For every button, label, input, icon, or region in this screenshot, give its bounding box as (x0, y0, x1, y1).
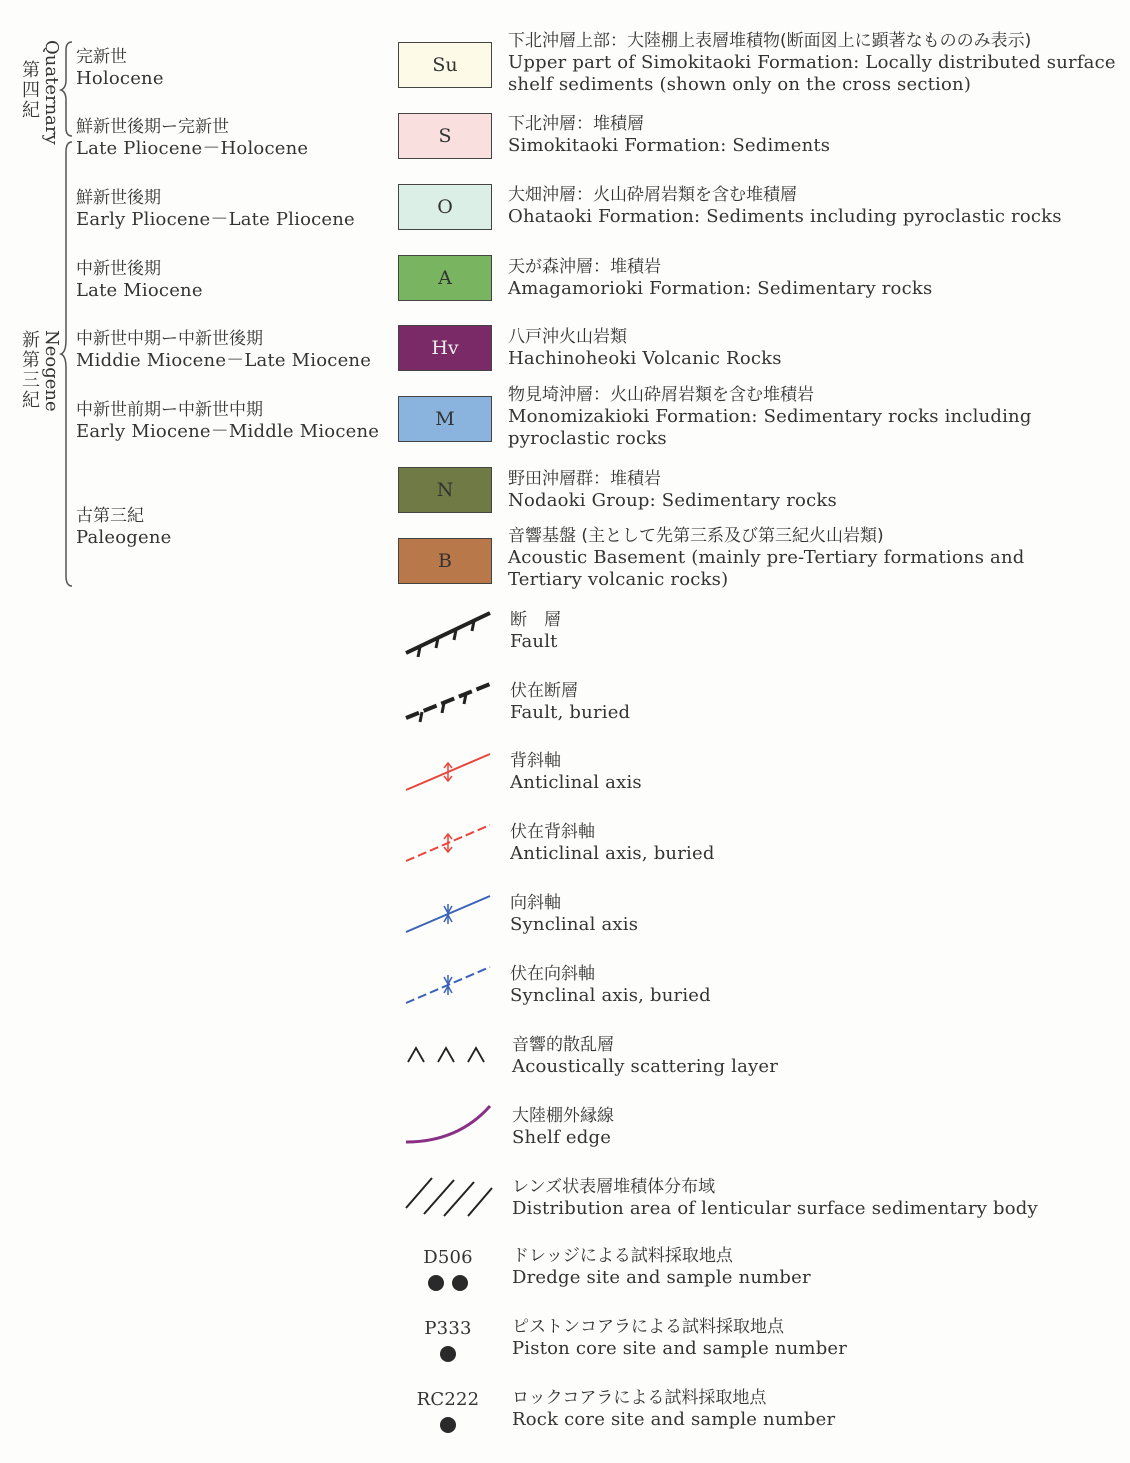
dredge-sample-label: D506 (423, 1247, 473, 1268)
dredge-dot-icon (428, 1275, 444, 1291)
unit-box-hv: Hv (398, 325, 492, 371)
buried-fault-icon (398, 676, 498, 726)
rock-core-sample-marker (398, 1389, 498, 1437)
symbol-syncline: 向斜軸 Synclinal axis (510, 893, 639, 935)
buried-anticline-icon (398, 817, 498, 867)
symbol-hatch: レンズ状表層堆積体分布域 Distribution area of lenticular surface sedimentary body (512, 1177, 1038, 1219)
symbol-buried-anticline: 伏在背斜軸 Anticlinal axis, buried (510, 822, 715, 864)
scattering-layer-icon (398, 1038, 498, 1068)
neogene-label-en: Neogene (41, 330, 62, 412)
syncline-icon (398, 888, 498, 938)
neogene-label-jp: 新第三紀 (19, 330, 40, 410)
unit-desc-s: 下北沖層：堆積層 Simokitaoki Formation: Sediments (508, 114, 831, 156)
hatch-icon (398, 1172, 498, 1222)
neogene-brace (58, 140, 78, 590)
unit-box-o: O (398, 184, 492, 230)
piston-dot-icon (440, 1346, 456, 1362)
dredge-sample-marker (398, 1247, 498, 1295)
quaternary-label-jp: 第四紀 (19, 60, 40, 120)
symbol-buried-fault: 伏在断層 Fault, buried (510, 681, 631, 723)
unit-box-a: A (398, 255, 492, 301)
sample-dredge: ドレッジによる試料採取地点 Dredge site and sample number (512, 1246, 811, 1288)
sample-piston: ピストンコアラによる試料採取地点 Piston core site and sample number (512, 1317, 848, 1359)
fault-icon (398, 605, 498, 661)
unit-desc-b: 音響基盤 (主として先第三系及び第三紀火山岩類) Acoustic Basement (mainly pre-Tertiary formations and Tertiary volcanic rocks) (508, 526, 1025, 590)
piston-sample-marker (398, 1318, 498, 1366)
unit-desc-su: 下北沖層上部：大陸棚上表層堆積物(断面図上に顕著なもののみ表示) Upper part of Simokitaoki Formation: Locally distributed surface shelf sediments (shown only on the cross section) (508, 31, 1116, 95)
unit-desc-m: 物見埼沖層：火山砕屑岩類を含む堆積岩 Monomizakioki Formation: Sedimentary rocks including pyroclastic rocks (508, 385, 1032, 449)
age-paleogene: 古第三紀 Paleogene (76, 506, 172, 548)
unit-box-s: S (398, 113, 492, 159)
age-late-miocene: 中新世後期 Late Miocene (76, 259, 203, 301)
symbol-shelf-edge: 大陸棚外縁線 Shelf edge (512, 1106, 614, 1148)
unit-desc-n: 野田沖層群：堆積岩 Nodaoki Group: Sedimentary rocks (508, 469, 837, 511)
anticline-icon (398, 746, 498, 796)
age-column (0, 0, 390, 600)
quaternary-label-en: Quaternary (41, 40, 62, 145)
piston-sample-label: P333 (424, 1318, 472, 1339)
symbol-anticline: 背斜軸 Anticlinal axis (510, 751, 642, 793)
unit-desc-a: 天が森沖層：堆積岩 Amagamorioki Formation: Sedimentary rocks (508, 257, 933, 299)
unit-box-b: B (398, 538, 492, 584)
buried-syncline-icon (398, 959, 498, 1009)
sample-rock-core: ロックコアラによる試料採取地点 Rock core site and sample number (512, 1388, 836, 1430)
age-early-middle-miocene: 中新世前期ー中新世中期 Early Miocene－Middle Miocene (76, 400, 380, 442)
age-middle-late-miocene: 中新世中期ー中新世後期 Middie Miocene－Late Miocene (76, 329, 372, 371)
symbol-fault: 断 層 Fault (510, 610, 561, 652)
unit-box-su: Su (398, 42, 492, 88)
unit-box-m: M (398, 396, 492, 442)
age-early-late-pliocene: 鮮新世後期 Early Pliocene－Late Pliocene (76, 188, 355, 230)
age-late-pliocene-holocene: 鮮新世後期ー完新世 Late Pliocene－Holocene (76, 117, 309, 159)
unit-desc-hv: 八戸沖火山岩類 Hachinoheoki Volcanic Rocks (508, 327, 782, 369)
symbol-scattering-layer: 音響的散乱層 Acoustically scattering layer (512, 1035, 779, 1077)
shelf-edge-icon (398, 1100, 498, 1150)
rock-core-dot-icon (440, 1417, 456, 1433)
unit-desc-o: 大畑沖層：火山砕屑岩類を含む堆積層 Ohataoki Formation: Sediments including pyroclastic rocks (508, 185, 1062, 227)
unit-box-n: N (398, 467, 492, 513)
symbol-buried-syncline: 伏在向斜軸 Synclinal axis, buried (510, 964, 711, 1006)
dredge-dot-icon (452, 1275, 468, 1291)
age-holocene: 完新世 Holocene (76, 47, 164, 89)
quaternary-brace (58, 40, 78, 140)
rock-core-sample-label: RC222 (416, 1389, 480, 1410)
